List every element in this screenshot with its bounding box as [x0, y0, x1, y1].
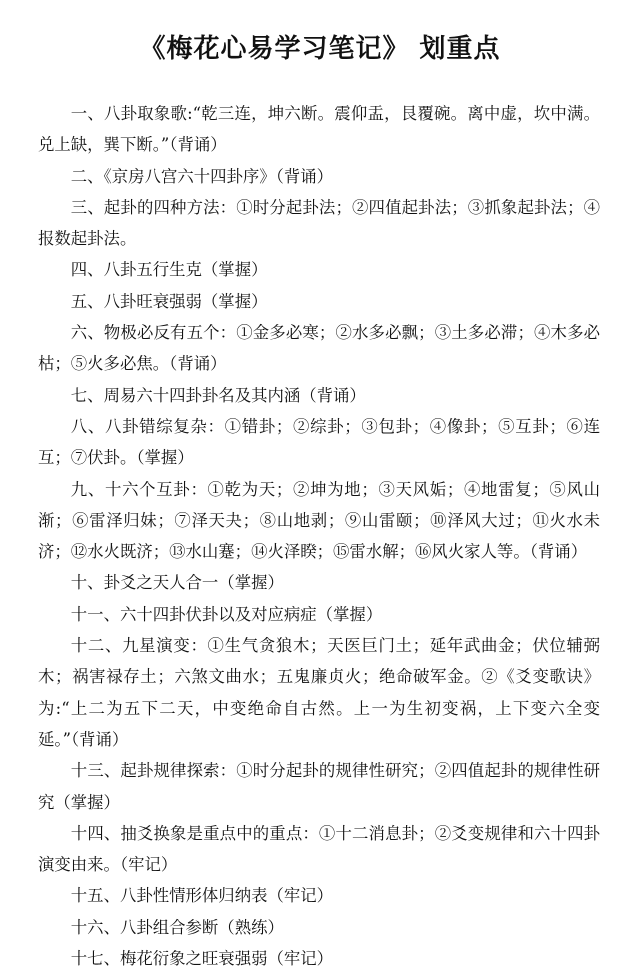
list-item: 十二、九星演变：①生气贪狼木；天医巨门土；延年武曲金；伏位辅弼木；祸害禄存土；六煞文曲水；五鬼廉贞火；绝命破军金。②《爻变歌诀》为:“上二为五下二天，中变绝命自古然。上一为生初变祸，上下变六全变延。”（背诵） — [38, 636, 600, 749]
list-item: 十三、起卦规律探索：①时分起卦的规律性研究；②四值起卦的规律性研究（掌握） — [38, 761, 600, 812]
list-item: 一、八卦取象歌:“乾三连，坤六断。震仰盂，艮覆碗。离中虚，坎中满。兑上缺，巽下断。”（背诵） — [38, 104, 600, 155]
list-item: 九、十六个互卦：①乾为天；②坤为地；③天风姤；④地雷复；⑤风山渐；⑥雷泽归妹；⑦泽天夬；⑧山地剥；⑨山雷颐；⑩泽风大过；⑪火水未济；⑫水火既济；⑬水山蹇；⑭火泽睽；⑮雷水解；⑯风火家人等。（背诵） — [38, 479, 600, 562]
list-item: 六、物极必反有五个：①金多必寒；②水多必飘；③土多必滞；④木多必枯；⑤火多必焦。（背诵） — [38, 323, 600, 374]
list-item: 七、周易六十四卦卦名及其内涵（背诵） — [70, 385, 366, 405]
list-item: 十一、六十四卦伏卦以及对应病症（掌握） — [70, 604, 383, 624]
notes-list — [38, 98, 600, 974]
list-item: 十六、八卦组合参断（熟练） — [70, 917, 284, 937]
list-item: 二、《京房八宫六十四卦序》（背诵） — [70, 166, 334, 186]
list-item: 五、八卦旺衰强弱（掌握） — [70, 291, 268, 311]
list-item: 四、八卦五行生克（掌握） — [70, 260, 268, 280]
page-title: 《梅花心易学习笔记》 划重点 — [139, 34, 501, 64]
list-item: 十、卦爻之天人合一（掌握） — [70, 573, 284, 593]
list-item: 八、八卦错综复杂：①错卦；②综卦；③包卦；④像卦；⑤互卦；⑥连互；⑦伏卦。（掌握） — [38, 416, 600, 468]
list-item: 三、起卦的四种方法：①时分起卦法；②四值起卦法；③抓象起卦法；④报数起卦法。 — [38, 197, 600, 249]
list-item: 十五、八卦性情形体归纳表（牢记） — [70, 886, 334, 906]
list-item: 十七、梅花衍象之旺衰强弱（牢记） — [70, 949, 334, 969]
list-item: 十四、抽爻换象是重点中的重点：①十二消息卦；②爻变规律和六十四卦演变由来。（牢记） — [38, 823, 600, 875]
